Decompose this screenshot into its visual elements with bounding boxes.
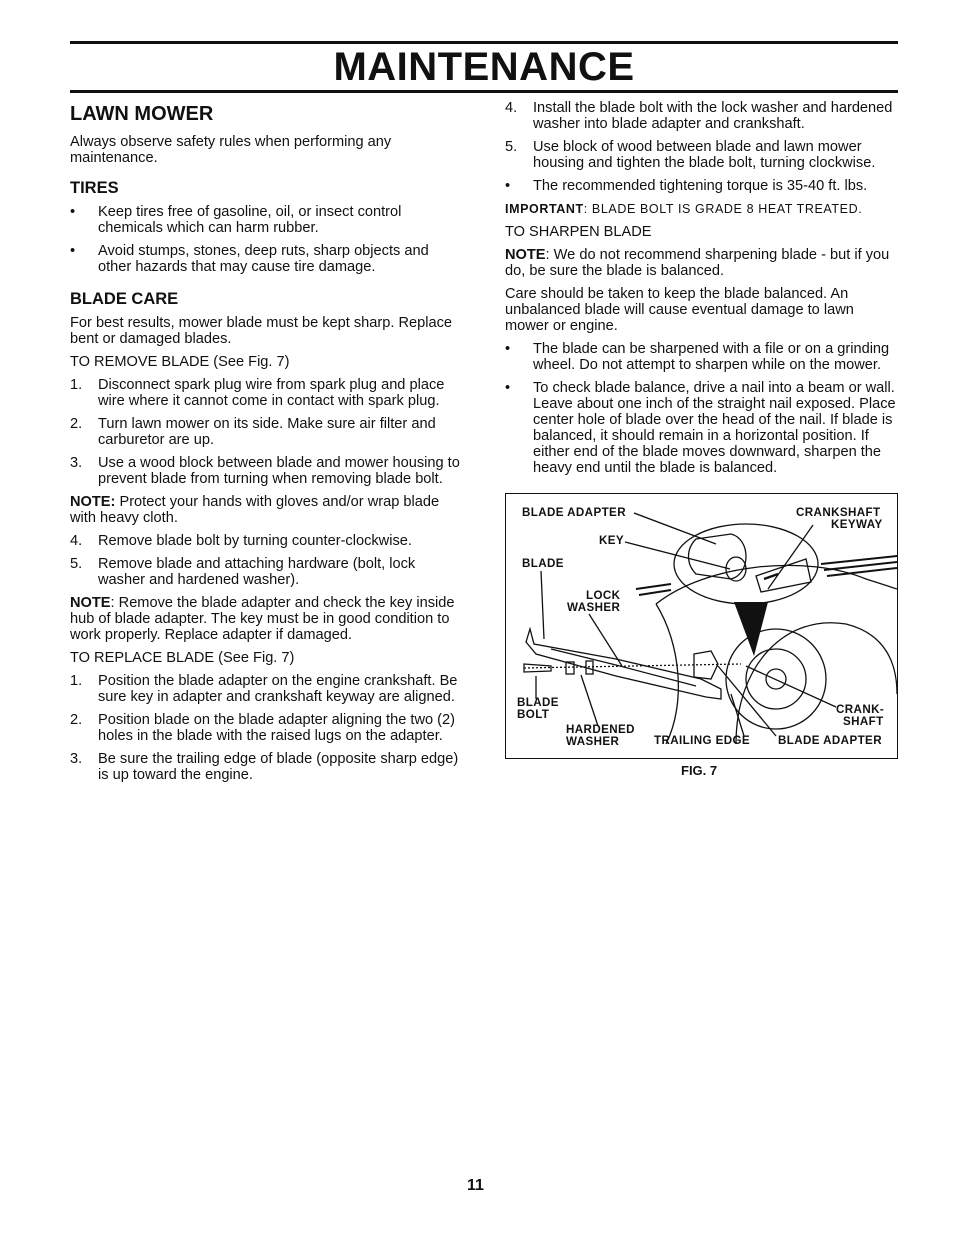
figure-caption: FIG. 7 bbox=[681, 763, 718, 778]
label-key: KEY bbox=[599, 534, 625, 547]
list-item: 1. Position the blade adapter on the engine crankshaft. Be sure key in adapter and crankshaft keyway are aligned. bbox=[70, 673, 458, 705]
right-column bbox=[505, 100, 898, 483]
label-lock-washer-2: WASHER bbox=[567, 601, 621, 614]
list-item: 3. Be sure the trailing edge of blade (opposite sharp edge) is up toward the engine. bbox=[70, 751, 459, 783]
page-number: 11 bbox=[467, 1177, 484, 1194]
list-item: 5. Use block of wood between blade and lawn mower housing and tighten the blade bolt, turning clockwise. bbox=[505, 139, 876, 171]
list-item: 1. Disconnect spark plug wire from spark plug and place wire where it cannot come in contact with spark plug. bbox=[70, 377, 445, 409]
label-blade-adapter-top: BLADE ADAPTER bbox=[522, 506, 626, 519]
bullet-icon: • bbox=[505, 178, 511, 194]
label-lock-washer-1: LOCK bbox=[586, 589, 621, 602]
list-item: • The recommended tightening torque is 35-40 ft. lbs. bbox=[505, 178, 868, 194]
balance-paragraph: Care should be taken to keep the blade balanced. An unbalanced blade will cause eventual damage to lawn mower or engine. bbox=[505, 286, 854, 334]
page-title: MAINTENANCE bbox=[333, 45, 635, 89]
list-item: • Avoid stumps, stones, deep ruts, sharp objects and other hazards that may cause tire damage. bbox=[70, 243, 429, 275]
note-sharpening: NOTE: We do not recommend sharpening blade - but if you do, be sure the blade is balanced. bbox=[505, 247, 890, 279]
label-blade: BLADE bbox=[522, 557, 564, 570]
label-blade-adapter-bottom: BLADE ADAPTER bbox=[778, 734, 882, 747]
label-blade-bolt-1: BLADE bbox=[517, 696, 559, 709]
list-item: • The blade can be sharpened with a file or on a grinding wheel. Do not attempt to sharpen while on the mower. bbox=[505, 341, 890, 373]
label-crankshaft-keyway-2: KEYWAY bbox=[831, 518, 883, 531]
list-item: 4. Remove blade bolt by turning counter-clockwise. bbox=[70, 533, 412, 549]
list-item: • Keep tires free of gasoline, oil, or insect control chemicals which can harm rubber. bbox=[70, 204, 402, 236]
label-hardened-washer-1: HARDENED bbox=[566, 723, 635, 736]
figure-7 bbox=[505, 493, 898, 759]
note-adapter: NOTE: Remove the blade adapter and check the key inside hub of blade adapter. The key must be in good condition to work properly. Replace adapter if damaged. bbox=[70, 595, 455, 643]
list-item: 4. Install the blade bolt with the lock washer and hardened washer into blade adapter and crankshaft. bbox=[505, 100, 893, 132]
left-column bbox=[70, 100, 463, 790]
blade-care-intro: For best results, mower blade must be kept sharp. Replace bent or damaged blades. bbox=[70, 315, 453, 347]
bullet-icon: • bbox=[505, 341, 511, 357]
list-item: • To check blade balance, drive a nail into a beam or wall. Leave about one inch of the straight nail exposed. Place center hole of blade over the head of the nail. If blade is balanced, it should remain in a horizontal position. If either end of the blade moves downward, sharpen the heavy end until the blade is balanced. bbox=[505, 380, 896, 476]
replace-blade-heading: TO REPLACE BLADE (See Fig. 7) bbox=[70, 650, 295, 666]
subheading-blade-care: BLADE CARE bbox=[70, 290, 179, 308]
label-crankshaft-1: CRANK- bbox=[836, 703, 885, 716]
bullet-icon: • bbox=[505, 380, 511, 396]
list-item: 2. Position blade on the blade adapter aligning the two (2) holes in the blade with the raised lugs on the adapter. bbox=[70, 712, 455, 744]
list-item: 3. Use a wood block between blade and mower housing to prevent blade from turning when removing blade bolt. bbox=[70, 455, 460, 487]
list-item: 5. Remove blade and attaching hardware (bolt, lock washer and hardened washer). bbox=[70, 556, 416, 588]
label-trailing-edge: TRAILING EDGE bbox=[654, 734, 751, 747]
section-title-lawn-mower: LAWN MOWER bbox=[70, 103, 214, 125]
intro-paragraph: Always observe safety rules when performing any maintenance. bbox=[70, 134, 392, 166]
label-crankshaft-2: SHAFT bbox=[843, 715, 884, 728]
note-gloves: NOTE: Protect your hands with gloves and/or wrap blade with heavy cloth. bbox=[70, 494, 440, 526]
important-notice: IMPORTANT: BLADE BOLT IS GRADE 8 HEAT TREATED. bbox=[505, 202, 863, 216]
bullet-icon: • bbox=[70, 204, 76, 220]
label-blade-bolt-2: BOLT bbox=[517, 708, 550, 721]
label-hardened-washer-2: WASHER bbox=[566, 735, 620, 748]
label-crankshaft-keyway-1: CRANKSHAFT bbox=[796, 506, 881, 519]
list-item: 2. Turn lawn mower on its side. Make sure air filter and carburetor are up. bbox=[70, 416, 436, 448]
subheading-tires: TIRES bbox=[70, 179, 119, 197]
header-rule-bottom bbox=[70, 90, 898, 93]
blade-assembly-illustration bbox=[506, 494, 897, 758]
sharpen-blade-heading: TO SHARPEN BLADE bbox=[505, 224, 652, 240]
bullet-icon: • bbox=[70, 243, 76, 259]
remove-blade-heading: TO REMOVE BLADE (See Fig. 7) bbox=[70, 354, 290, 370]
